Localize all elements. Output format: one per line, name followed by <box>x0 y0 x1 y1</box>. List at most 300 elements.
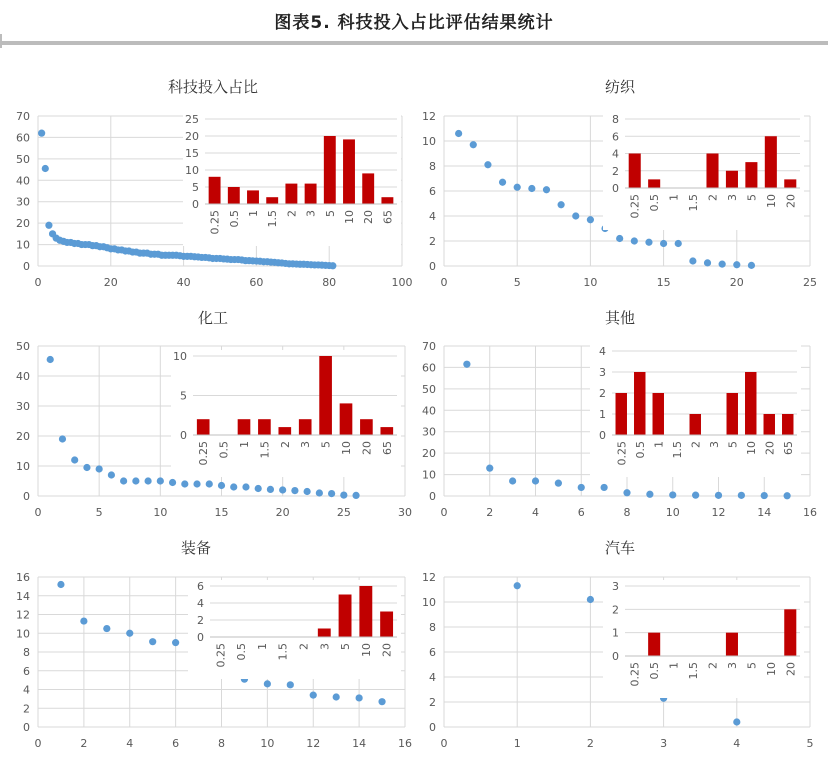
y-tick-label: 2 <box>23 702 30 716</box>
inset-bar-chart <box>183 113 401 246</box>
x-tick-label: 5 <box>95 506 103 519</box>
inset-y-tick-label: 3 <box>599 366 606 379</box>
x-tick-label: 8 <box>218 737 225 750</box>
scatter-point <box>738 492 745 499</box>
x-tick-label: 10 <box>665 506 680 519</box>
inset-category-label: 0.5 <box>633 441 647 459</box>
x-tick-label: 5 <box>806 737 814 750</box>
inset-category-label: 0.25 <box>615 441 629 466</box>
scatter-point <box>132 477 139 484</box>
inset-bar-chart <box>188 580 401 679</box>
y-tick-label: 50 <box>16 340 30 353</box>
x-tick-label: 2 <box>80 737 88 750</box>
y-tick-label: 12 <box>16 608 30 622</box>
page-title: 图表5. 科技投入占比评估结果统计 <box>274 13 554 33</box>
inset-category-label: 2 <box>297 643 311 650</box>
scatter-point <box>352 492 359 499</box>
y-tick-label: 30 <box>422 425 436 439</box>
chart-panel-1 <box>16 78 413 289</box>
y-tick-label: 8 <box>429 160 436 173</box>
scatter-point <box>689 257 696 264</box>
scatter-point <box>279 486 286 493</box>
inset-category-label: 1.5 <box>266 210 280 228</box>
inset-bar <box>706 154 718 189</box>
y-tick-label: 60 <box>422 361 436 375</box>
y-tick-label: 70 <box>16 110 30 123</box>
inset-category-label: 20 <box>380 643 394 657</box>
scatter-point <box>47 356 54 363</box>
inset-category-label: 10 <box>764 662 778 676</box>
x-tick-label: 25 <box>803 276 817 289</box>
scatter-point <box>264 680 271 687</box>
scatter-point <box>669 491 676 498</box>
inset-y-tick-label: 25 <box>185 113 199 126</box>
x-tick-label: 16 <box>803 506 817 519</box>
inset-y-tick-label: 20 <box>185 130 199 143</box>
inset-category-label: 2 <box>285 210 299 217</box>
inset-category-label: 20 <box>763 441 777 455</box>
x-tick-label: 20 <box>103 276 118 289</box>
y-tick-label: 30 <box>16 195 30 209</box>
scatter-point <box>108 471 115 478</box>
scatter-point <box>733 261 740 268</box>
x-tick-label: 14 <box>757 506 772 519</box>
inset-category-label: 3 <box>299 441 313 448</box>
inset-category-label: 5 <box>339 643 353 650</box>
inset-category-label: 0.5 <box>227 210 241 228</box>
inset-category-label: 1 <box>247 210 260 217</box>
inset-bar <box>690 414 701 435</box>
inset-bar <box>648 179 660 188</box>
y-tick-label: 6 <box>429 646 436 659</box>
y-tick-label: 10 <box>16 238 30 252</box>
inset-y-tick-label: 0 <box>612 182 619 195</box>
inset-bar <box>266 197 278 204</box>
x-tick-label: 0 <box>440 506 448 519</box>
scatter-point <box>304 488 311 495</box>
inset-bar-chart <box>590 345 801 477</box>
inset-y-tick-label: 0 <box>192 198 199 211</box>
inset-category-label: 65 <box>381 210 395 224</box>
scatter-point <box>748 262 755 269</box>
chart-title: 汽车 <box>604 539 636 557</box>
inset-category-label: 5 <box>726 441 740 448</box>
scatter-point <box>499 179 506 186</box>
scatter-point <box>340 492 347 499</box>
inset-bar <box>784 179 796 188</box>
y-tick-label: 16 <box>16 571 30 584</box>
y-tick-label: 20 <box>16 430 30 443</box>
inset-category-label: 1.5 <box>687 194 701 212</box>
inset-bar <box>765 136 777 188</box>
inset-bar-chart <box>171 350 401 477</box>
x-tick-label: 14 <box>352 737 367 750</box>
y-tick-label: 4 <box>429 210 436 223</box>
x-tick-label: 80 <box>322 276 337 289</box>
x-tick-label: 25 <box>336 506 351 519</box>
scatter-point <box>645 239 652 246</box>
y-tick-label: 2 <box>429 696 436 709</box>
x-tick-label: 0 <box>34 737 42 750</box>
y-tick-label: 4 <box>23 683 30 697</box>
inset-category-label: 5 <box>319 441 333 448</box>
inset-bar <box>278 427 291 435</box>
inset-category-label: 10 <box>764 194 778 208</box>
x-tick-label: 0 <box>34 276 42 289</box>
inset-y-tick-label: 4 <box>599 345 606 358</box>
x-tick-label: 12 <box>306 737 321 750</box>
y-tick-label: 20 <box>422 447 436 461</box>
inset-bar <box>727 393 738 435</box>
y-tick-label: 8 <box>23 646 30 659</box>
inset-bar <box>343 139 355 204</box>
chart-panel-4 <box>422 309 817 519</box>
inset-category-label: 0.25 <box>628 194 642 219</box>
inset-y-tick-label: 5 <box>180 389 187 403</box>
inset-category-label: 10 <box>340 441 353 455</box>
y-tick-label: 0 <box>429 490 436 503</box>
y-tick-label: 0 <box>23 490 30 503</box>
x-tick-label: 4 <box>733 737 741 750</box>
inset-y-tick-label: 2 <box>599 387 606 400</box>
y-tick-label: 0 <box>23 721 30 734</box>
inset-category-label: 2 <box>278 441 292 448</box>
scatter-point <box>59 435 66 442</box>
inset-bar <box>238 419 251 435</box>
scatter-point <box>660 240 667 247</box>
inset-bar <box>319 356 332 435</box>
scatter-point <box>71 456 78 463</box>
inset-bar <box>726 633 738 656</box>
inset-y-tick-label: 2 <box>197 614 204 627</box>
inset-bar <box>629 154 641 189</box>
y-tick-label: 0 <box>23 260 30 273</box>
x-tick-label: 6 <box>172 737 180 750</box>
y-tick-label: 4 <box>429 671 436 684</box>
inset-category-label: 1 <box>238 441 251 448</box>
scatter-point <box>733 718 740 725</box>
scatter-point <box>704 259 711 266</box>
inset-bar <box>359 586 372 637</box>
x-tick-label: 10 <box>260 737 275 750</box>
inset-category-label: 1 <box>667 194 681 201</box>
inset-category-label: 0.25 <box>208 210 222 235</box>
scatter-point <box>149 638 156 645</box>
x-tick-label: 4 <box>126 737 134 750</box>
inset-bar <box>380 427 393 435</box>
x-tick-label: 2 <box>486 506 494 519</box>
x-tick-label: 0 <box>34 506 42 519</box>
inset-category-label: 3 <box>725 662 739 669</box>
scatter-point <box>96 465 103 472</box>
inset-y-tick-label: 10 <box>185 164 199 177</box>
scatter-point <box>83 464 90 471</box>
chart-panel-5 <box>16 539 412 750</box>
scatter-point <box>532 477 539 484</box>
scatter-point <box>169 479 176 486</box>
chart-title: 纺织 <box>604 78 636 96</box>
chart-panel-2 <box>422 78 817 289</box>
inset-y-tick-label: 5 <box>192 181 199 194</box>
scatter-point <box>616 235 623 242</box>
inset-category-label: 2 <box>706 194 720 201</box>
inset-category-label: 1.5 <box>276 643 290 661</box>
inset-y-tick-label: 4 <box>612 147 619 161</box>
x-tick-label: 0 <box>440 737 448 750</box>
inset-category-label: 1.5 <box>670 441 684 459</box>
scatter-point <box>587 216 594 223</box>
y-tick-label: 50 <box>16 152 30 166</box>
chart-title: 其他 <box>604 309 636 327</box>
scatter-point <box>103 625 110 632</box>
scatter-point <box>80 617 87 624</box>
inset-category-label: 1 <box>652 441 666 448</box>
y-tick-label: 10 <box>422 596 436 609</box>
x-tick-label: 5 <box>513 276 521 289</box>
x-tick-label: 100 <box>391 276 413 289</box>
inset-bar <box>247 190 259 204</box>
y-tick-label: 20 <box>16 217 30 231</box>
inset-category-label: 0.5 <box>648 662 662 680</box>
x-tick-label: 2 <box>586 737 594 750</box>
scatter-point <box>316 489 323 496</box>
scatter-point <box>558 201 565 208</box>
y-tick-label: 60 <box>16 131 30 145</box>
scatter-point <box>42 165 49 172</box>
inset-bar <box>360 419 373 435</box>
inset-bar <box>285 184 297 204</box>
scatter-point <box>486 465 493 472</box>
x-tick-label: 15 <box>214 506 229 519</box>
inset-y-tick-label: 1 <box>612 626 619 640</box>
x-tick-label: 60 <box>249 276 264 289</box>
inset-y-tick-label: 0 <box>599 429 606 442</box>
inset-y-tick-label: 15 <box>185 147 199 160</box>
scatter-point <box>692 492 699 499</box>
scatter-point <box>57 581 64 588</box>
inset-category-label: 0.25 <box>214 643 228 668</box>
scatter-point <box>761 492 768 499</box>
scatter-point <box>356 694 363 701</box>
scatter-point <box>484 161 491 168</box>
y-tick-label: 40 <box>422 404 436 418</box>
y-tick-label: 70 <box>422 340 436 353</box>
scatter-point <box>715 492 722 499</box>
y-tick-label: 30 <box>16 400 30 413</box>
inset-bar <box>299 419 312 435</box>
x-tick-label: 15 <box>656 276 671 289</box>
inset-bar <box>339 595 352 638</box>
inset-bar-chart <box>603 113 804 230</box>
x-tick-label: 8 <box>623 506 631 519</box>
scatter-point <box>509 477 516 484</box>
x-tick-label: 12 <box>711 506 726 519</box>
x-tick-label: 6 <box>577 506 585 519</box>
scatter-point <box>646 491 653 498</box>
y-tick-label: 0 <box>429 260 436 273</box>
scatter-point <box>145 477 152 484</box>
scatter-point <box>172 639 179 646</box>
y-tick-label: 2 <box>429 235 436 248</box>
y-tick-label: 6 <box>23 664 30 678</box>
scatter-point <box>287 681 294 688</box>
scatter-point <box>784 492 791 499</box>
chart-title: 科技投入占比 <box>167 78 259 96</box>
scatter-point <box>242 483 249 490</box>
scatter-point <box>218 482 225 489</box>
chart-title: 化工 <box>197 309 229 327</box>
y-tick-label: 6 <box>429 185 436 198</box>
scatter-point <box>543 186 550 193</box>
y-tick-label: 40 <box>16 174 30 188</box>
inset-category-label: 1 <box>667 662 681 669</box>
inset-category-label: 3 <box>725 194 739 201</box>
inset-category-label: 65 <box>781 441 795 455</box>
scatter-point <box>514 582 521 589</box>
y-tick-label: 12 <box>422 110 436 123</box>
scatter-point <box>38 130 45 137</box>
inset-bar <box>258 419 271 435</box>
x-tick-label: 30 <box>398 506 412 519</box>
y-tick-label: 50 <box>422 382 436 396</box>
x-tick-label: 20 <box>729 276 744 289</box>
inset-bar <box>648 633 660 656</box>
scatter-point <box>193 480 200 487</box>
inset-category-label: 0.25 <box>628 662 642 687</box>
x-tick-label: 20 <box>275 506 290 519</box>
inset-category-label: 2 <box>706 662 720 669</box>
inset-category-label: 3 <box>318 643 332 650</box>
scatter-point <box>328 490 335 497</box>
inset-bar <box>745 372 756 435</box>
scatter-point <box>572 212 579 219</box>
y-tick-label: 10 <box>422 468 436 482</box>
scatter-point <box>206 480 213 487</box>
scatter-point <box>378 698 385 705</box>
x-tick-label: 40 <box>176 276 191 289</box>
inset-bar <box>324 136 336 204</box>
scatter-point <box>463 361 470 368</box>
chart-panel-6 <box>422 539 814 750</box>
inset-y-tick-label: 6 <box>612 130 619 144</box>
chart-title: 装备 <box>180 539 212 557</box>
y-tick-label: 12 <box>422 571 436 584</box>
y-tick-label: 14 <box>16 589 30 603</box>
x-tick-label: 0 <box>440 276 448 289</box>
scatter-point <box>578 484 585 491</box>
inset-category-label: 0.5 <box>648 194 662 212</box>
inset-category-label: 65 <box>380 441 394 455</box>
x-tick-label: 10 <box>153 506 168 519</box>
inset-y-tick-label: 4 <box>197 597 204 610</box>
x-tick-label: 3 <box>660 737 668 750</box>
inset-bar <box>726 171 738 188</box>
y-tick-label: 0 <box>429 721 436 734</box>
scatter-point <box>631 237 638 244</box>
scatter-point <box>157 477 164 484</box>
y-tick-label: 10 <box>422 135 436 148</box>
scatter-point <box>333 693 340 700</box>
inset-bar <box>784 609 796 656</box>
inset-category-label: 10 <box>359 643 373 657</box>
inset-category-label: 0.25 <box>197 441 211 466</box>
scatter-point <box>181 480 188 487</box>
inset-y-tick-label: 1 <box>599 408 606 421</box>
inset-bar <box>381 197 393 204</box>
scatter-point <box>528 185 535 192</box>
inset-category-label: 20 <box>784 194 798 208</box>
chart-panel-3 <box>16 309 412 519</box>
y-tick-label: 10 <box>16 627 30 641</box>
inset-category-label: 5 <box>745 194 759 201</box>
inset-y-tick-label: 0 <box>180 429 187 442</box>
inset-y-tick-label: 2 <box>612 603 619 617</box>
scatter-point <box>455 130 462 137</box>
scatter-point <box>601 484 608 491</box>
scatter-point <box>587 596 594 603</box>
inset-category-label: 10 <box>744 441 758 455</box>
scatter-point <box>126 630 133 637</box>
inset-bar <box>362 173 374 204</box>
inset-bar <box>197 419 210 435</box>
inset-category-label: 10 <box>343 210 356 224</box>
scatter-point <box>470 141 477 148</box>
scatter-point <box>329 262 336 269</box>
inset-y-tick-label: 8 <box>612 113 619 126</box>
scatter-point <box>45 222 52 229</box>
inset-y-tick-label: 10 <box>173 350 187 363</box>
inset-category-label: 20 <box>360 441 374 455</box>
scatter-point <box>255 485 262 492</box>
inset-bar <box>764 414 775 435</box>
inset-category-label: 5 <box>745 662 759 669</box>
y-tick-label: 8 <box>429 621 436 634</box>
inset-bar <box>209 177 221 204</box>
inset-category-label: 3 <box>304 210 318 217</box>
inset-category-label: 0.5 <box>217 441 231 459</box>
scatter-point <box>719 261 726 268</box>
inset-y-tick-label: 6 <box>197 580 204 593</box>
x-tick-label: 10 <box>583 276 598 289</box>
inset-bar <box>653 393 664 435</box>
inset-bar-chart <box>603 580 804 698</box>
inset-bar <box>228 187 240 204</box>
inset-bar <box>634 372 645 435</box>
inset-bar <box>318 629 331 638</box>
scatter-point <box>555 480 562 487</box>
scatter-point <box>230 483 237 490</box>
inset-category-label: 0.5 <box>235 643 249 661</box>
y-tick-label: 10 <box>16 460 30 473</box>
scatter-point <box>267 486 274 493</box>
inset-y-tick-label: 0 <box>612 650 619 663</box>
inset-bar <box>616 393 627 435</box>
inset-category-label: 1.5 <box>687 662 701 680</box>
inset-category-label: 20 <box>784 662 798 676</box>
inset-y-tick-label: 3 <box>612 580 619 593</box>
inset-bar <box>380 612 393 638</box>
y-tick-label: 40 <box>16 370 30 383</box>
scatter-point <box>514 184 521 191</box>
inset-category-label: 5 <box>323 210 337 217</box>
inset-y-tick-label: 0 <box>197 631 204 644</box>
scatter-point <box>291 487 298 494</box>
x-tick-label: 4 <box>532 506 539 519</box>
scatter-point <box>675 240 682 247</box>
inset-bar <box>782 414 793 435</box>
inset-category-label: 2 <box>689 441 703 448</box>
inset-category-label: 1.5 <box>258 441 272 459</box>
